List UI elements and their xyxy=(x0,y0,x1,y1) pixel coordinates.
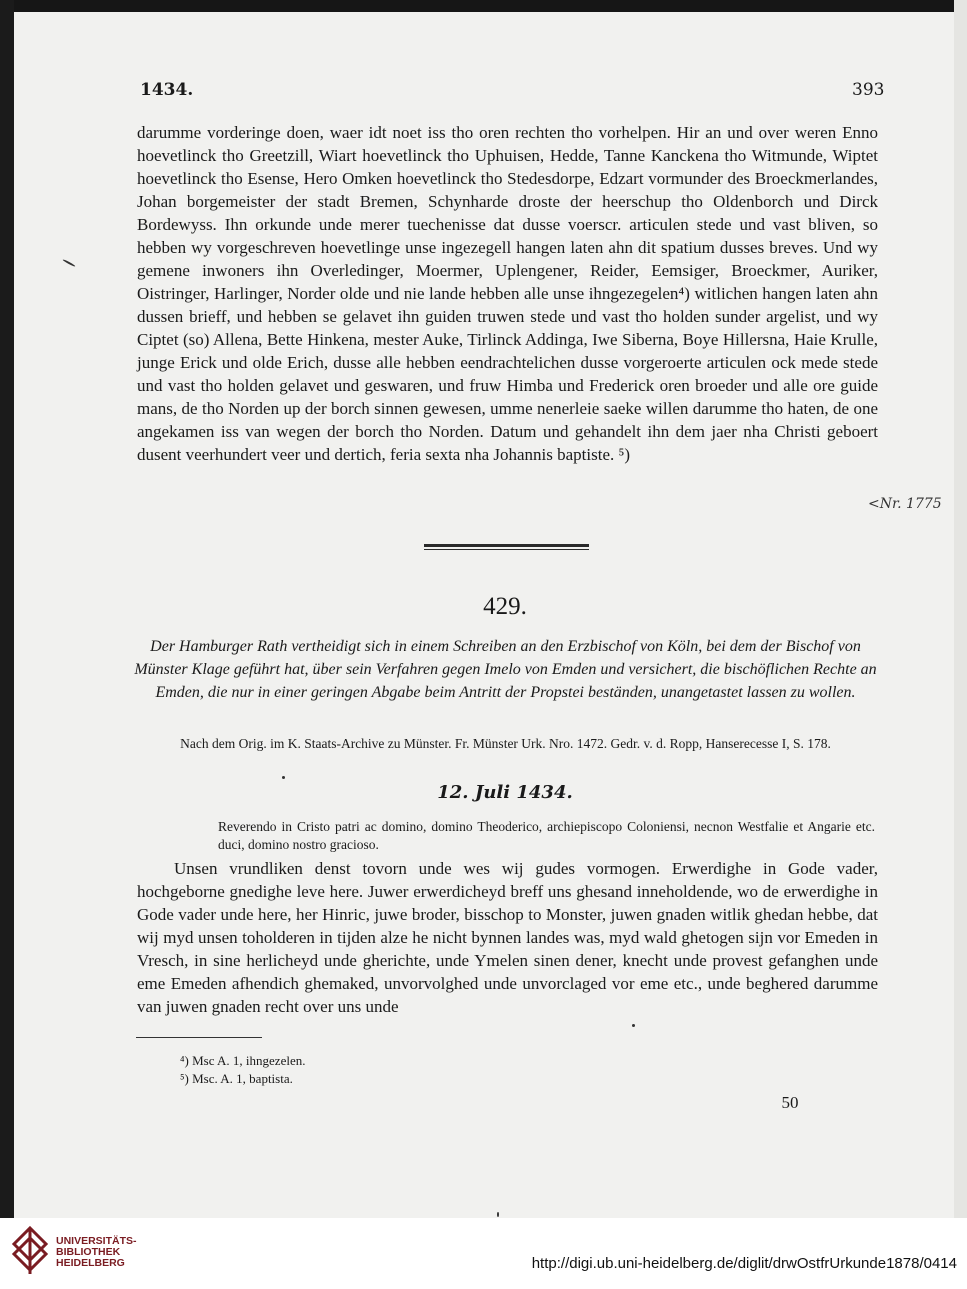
running-header-year: 1434. xyxy=(140,80,194,100)
permalink-url[interactable]: http://digi.ub.uni-heidelberg.de/diglit/drwOstfrUrkunde1878/0414 xyxy=(531,1255,957,1272)
scan-edge-right xyxy=(954,0,967,1218)
scan-speck xyxy=(62,259,75,267)
text-block-previous-document xyxy=(137,121,878,466)
body-paragraph: Unsen vrundliken denst tovorn unde wes wij gudes vormogen. Erwerdighe in Gode vader, hochgeborne gnedighe leve here. Juwer erwerdicheyd breff uns ghesand inneholdende, wo de erwerdighe in Gode vader unde here, her Hinric, juwe broder, bisschop to Monster, juwen gnaden witlik ghedan hebbe, dat wij myd unsen toholderen in tijden alze he nicht bynnen landes was, myd wald ghetogen sijn vor Emeden in Vresch, in sine herlicheyd unde gherichte, unde Ymelen sinen dener, knecht unde provest gefanghen unde eme Emeden afhendich ghemaked, unvorvolghed unde unvorclaged vor eme etc., unde beghered darumme van juwen gnaden recht over uns unde xyxy=(137,859,878,1016)
library-name xyxy=(56,1236,137,1269)
handwritten-margin-note: <Nr. 1775 xyxy=(868,496,942,512)
document-date: 12. Juli 1434. xyxy=(437,782,573,803)
printer-signature-mark: 50 xyxy=(781,1093,799,1112)
footnote: ⁵) Msc. A. 1, baptista. xyxy=(180,1071,293,1086)
library-name-line: HEIDELBERG xyxy=(56,1257,125,1269)
scan-edge-left xyxy=(0,0,14,1218)
scan-speck xyxy=(282,776,285,779)
footnote-rule xyxy=(136,1037,262,1038)
page-number: 393 xyxy=(852,80,885,100)
scan-edge-top xyxy=(0,0,967,12)
footnote: ⁴) Msc A. 1, ihngezelen. xyxy=(180,1053,306,1068)
letter-address: Reverendo in Cristo patri ac domino, domino Theoderico, archiepiscopo Coloniensi, necnon Westfalie et Angarie etc. duci, domino nostro gracioso. xyxy=(218,819,875,852)
document-regest: Der Hamburger Rath vertheidigt sich in einem Schreiben an den Erzbischof von Köln, bei dem der Bischof von Münster Klage geführt hat, über sein Verfahren gegen Imelo von Emden und versichert, die bischöflichen Rechte an Emden, die nur in einer geringen Abgabe beim Antritt der Propstei beständen, unangetastet lassen zu wollen. xyxy=(134,638,877,701)
digitization-footer xyxy=(0,1218,967,1289)
section-divider xyxy=(424,544,589,547)
document-number: 429. xyxy=(483,593,527,620)
scan-speck xyxy=(632,1024,635,1027)
body-paragraph: darumme vorderinge doen, waer idt noet iss tho oren rechten tho vorhelpen. Hir an und over weren Enno hoevetlinck tho Greetzill, Wiart hoevetlinck tho Uphuisen, Hedde, Tanne Kanckena tho Witmunde, Wiptet hoevetlinck tho Esense, Hero Omken hoevetlinck tho Stedesdorpe, Edzart vormunder des Broeckmerlandes, Johan borgemeister der stadt Bremen, Schynharde droste der heerschup tho Oldenborch und Dirck Bordewyss. Ihn orkunde unde merer tuechenisse dat dusse voerscr. articulen stede und vast bliven, so hebben wy vorgeschreven hoevetlinge unse ingezegell hangen laten ahn dit spatium dusses breves. Und wy gemene inwoners ihn Overledinger, Moermer, Uplengener, Reider, Eemsiger, Broeckmer, Auriker, Oistringer, Harlinger, Norder olde und nie lande hebben alle unse ihngezegelen⁴) witlichen hangen laten ahn dussen brieff, und hebben se gelavet ihn guiden truwen stede und vast tho holden sunder argelist, und wy Ciptet (so) Allena, Bette Hinkena, mester Auke, Tirlinck Addinga, Iwe Siberna, Boye Hillersna, Haie Krulle, junge Erick und olde Erich, dusse alle hebben eendrachtelichen dusse vorgeroerte articulen ock mede stede und vast tho holden gelavet und geswaren, und fruw Himba und Frederick oren broeder und alle ore guide mans, de tho Norden up der borch sinnen gewesen, umme nenerleie saeke willen darumme tho haten, de one angekamen iss van wegen der borch tho Norden. Datum und gehandelt ihn dem jaer nha Christi geboert dusent veerhundert veer und dertich, feria sexta nha Johannis baptiste. ⁵) xyxy=(137,123,878,464)
library-name-line: UNIVERSITÄTS- xyxy=(56,1235,137,1247)
footnotes xyxy=(180,1052,305,1088)
letter-text xyxy=(137,857,878,1018)
library-logo-icon xyxy=(10,1224,50,1276)
source-note: Nach dem Orig. im K. Staats-Archive zu Münster. Fr. Münster Urk. Nro. 1472. Gedr. v. d. Ropp, Hanserecesse I, S. 178. xyxy=(180,736,831,751)
section-divider-thin xyxy=(424,549,589,550)
scan-speck xyxy=(497,1212,499,1217)
library-name-line: BIBLIOTHEK xyxy=(56,1246,121,1258)
